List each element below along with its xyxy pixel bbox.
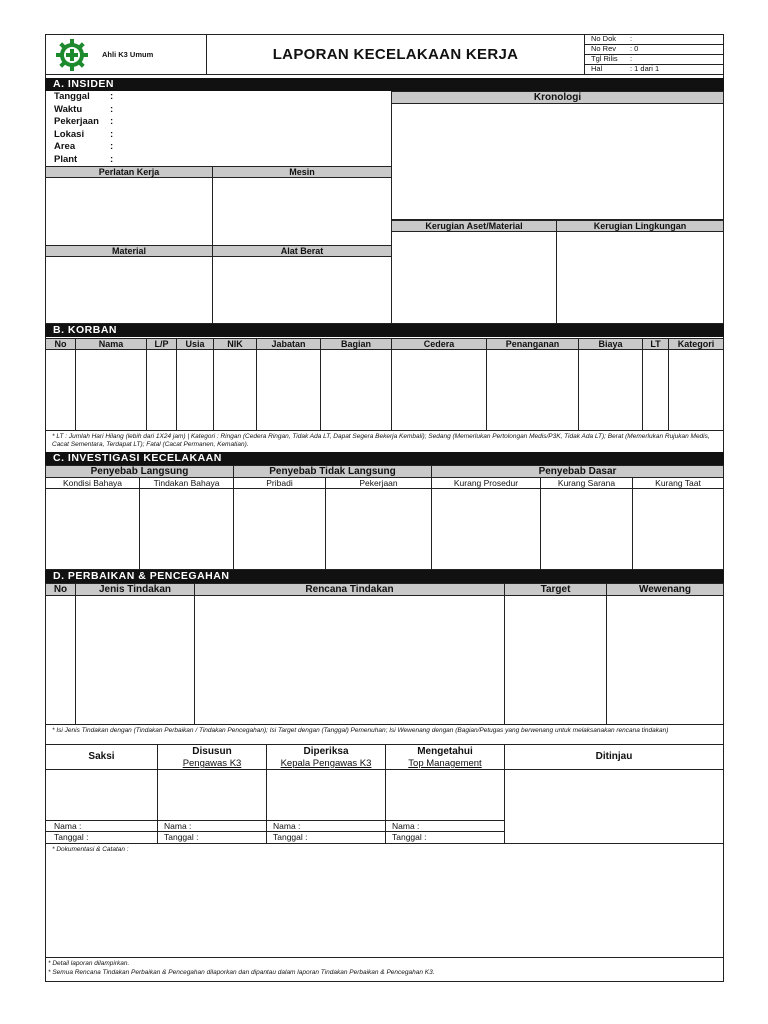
sub-tindakan-bahaya: Tindakan Bahaya	[139, 477, 234, 489]
col-rencana-tindakan: Rencana Tindakan	[194, 583, 505, 596]
alat-berat-header: Alat Berat	[212, 245, 392, 257]
signature-box[interactable]	[385, 769, 505, 821]
col-usia: Usia	[176, 338, 214, 350]
col-penanganan: Penanganan	[486, 338, 579, 350]
signature-box[interactable]	[157, 769, 267, 821]
ditinjau-box[interactable]	[504, 769, 724, 844]
investigasi-cell[interactable]	[233, 488, 326, 570]
doc-meta	[584, 34, 724, 75]
korban-cell[interactable]	[75, 349, 147, 431]
korban-cell[interactable]	[213, 349, 257, 431]
nama-field[interactable]: Nama :	[266, 820, 386, 832]
col-wewenang: Wewenang	[606, 583, 724, 596]
tanggal-field[interactable]: Tanggal :	[157, 831, 267, 844]
kerugian-aset-header: Kerugian Aset/Material	[391, 220, 557, 232]
korban-cell[interactable]	[45, 349, 76, 431]
korban-cell[interactable]	[668, 349, 724, 431]
col-nama: Nama	[75, 338, 147, 350]
k3-logo-icon	[55, 38, 89, 72]
perlatan-box[interactable]	[45, 177, 213, 246]
korban-cell[interactable]	[176, 349, 214, 431]
tanggal-field[interactable]: Tanggal :	[385, 831, 505, 844]
col-kategori: Kategori	[668, 338, 724, 350]
tindakan-cell[interactable]	[606, 595, 724, 725]
logo-box	[45, 34, 207, 75]
kerugian-lingkungan-header: Kerugian Lingkungan	[556, 220, 724, 232]
sub-pekerjaan: Pekerjaan	[325, 477, 432, 489]
investigasi-cell[interactable]	[540, 488, 633, 570]
col-jenis-tindakan: Jenis Tindakan	[75, 583, 195, 596]
dokumentasi-label: * Dokumentasi & Catatan :	[52, 846, 129, 853]
tindakan-note: * Isi Jenis Tindakan dengan (Tindakan Perbaikan / Tindakan Pencegahan); Isi Target dengan (Tanggal) Pemenuhan; Isi Wewenang dengan (Bagian/Petugas yang berwenang untuk melaksanakan rencana tindakan)	[52, 727, 669, 734]
korban-cell[interactable]	[391, 349, 487, 431]
meta-row: No Rev : 0	[585, 45, 723, 55]
material-header: Material	[45, 245, 213, 257]
col-jabatan: Jabatan	[256, 338, 321, 350]
alat-berat-box[interactable]	[212, 256, 392, 324]
korban-cell[interactable]	[320, 349, 392, 431]
investigasi-cell[interactable]	[431, 488, 541, 570]
korban-cell[interactable]	[256, 349, 321, 431]
col-nik: NIK	[213, 338, 257, 350]
signature-box[interactable]	[266, 769, 386, 821]
meta-row: Hal : 1 dari 1	[591, 64, 660, 73]
investigasi-cell[interactable]	[325, 488, 432, 570]
col-lt: LT	[642, 338, 669, 350]
col-target: Target	[504, 583, 607, 596]
disusun-head: Disusun Pengawas K3	[157, 744, 267, 770]
meta-row: Tgl Rilis :	[585, 55, 723, 65]
perlatan-header: Perlatan Kerja	[45, 166, 213, 178]
sub-kondisi-bahaya: Kondisi Bahaya	[45, 477, 140, 489]
korban-cell[interactable]	[146, 349, 177, 431]
ditinjau-head: Ditinjau	[504, 744, 724, 770]
section-b-bar: B. KORBAN	[45, 324, 724, 337]
material-box[interactable]	[45, 256, 213, 324]
kronologi-box[interactable]	[391, 103, 724, 220]
mesin-box[interactable]	[212, 177, 392, 246]
col-bagian: Bagian	[320, 338, 392, 350]
insiden-fields: Tanggal : Waktu : Pekerjaan : Lokasi : Area : Plant :	[54, 91, 114, 165]
page-title: LAPORAN KECELAKAAN KERJA	[272, 46, 519, 63]
korban-cell[interactable]	[578, 349, 643, 431]
title-box	[206, 34, 585, 75]
sub-kurang-prosedur: Kurang Prosedur	[431, 477, 541, 489]
tindakan-cell[interactable]	[194, 595, 505, 725]
tindakan-cell[interactable]	[45, 595, 76, 725]
sub-kurang-taat: Kurang Taat	[632, 477, 724, 489]
meta-row: No Dok :	[585, 35, 723, 45]
korban-cell[interactable]	[642, 349, 669, 431]
sub-pribadi: Pribadi	[233, 477, 326, 489]
investigasi-cell[interactable]	[139, 488, 234, 570]
penyebab-langsung-header: Penyebab Langsung	[45, 465, 234, 478]
kronologi-header: Kronologi	[391, 91, 724, 104]
investigasi-cell[interactable]	[45, 488, 140, 570]
org-name: Ahli K3 Umum	[102, 50, 154, 59]
section-c-bar: C. INVESTIGASI KECELAKAAN	[45, 452, 724, 465]
penyebab-tidak-langsung-header: Penyebab Tidak Langsung	[233, 465, 432, 478]
tanggal-field[interactable]: Tanggal :	[266, 831, 386, 844]
tanggal-field[interactable]: Tanggal :	[45, 831, 158, 844]
investigasi-cell[interactable]	[632, 488, 724, 570]
nama-field[interactable]: Nama :	[45, 820, 158, 832]
mengetahui-head: Mengetahui Top Management	[385, 744, 505, 770]
dokumentasi-area[interactable]	[46, 856, 723, 956]
footer-divider	[45, 957, 724, 958]
kerugian-lingkungan-box[interactable]	[556, 231, 724, 324]
sub-kurang-sarana: Kurang Sarana	[540, 477, 633, 489]
penyebab-dasar-header: Penyebab Dasar	[431, 465, 724, 478]
section-d-bar: D. PERBAIKAN & PENCEGAHAN	[45, 570, 724, 583]
footer-note-1: * Detail laporan dilampirkan.	[48, 960, 130, 967]
signature-box[interactable]	[45, 769, 158, 821]
col-cedera: Cedera	[391, 338, 487, 350]
korban-note: * LT : Jumlah Hari Hilang (lebih dari 1X24 jam) | Kategori : Ringan (Cedera Ringan, Tidak Ada LT, Dapat Segera Bekerja Kembali); Sedang (Memerlukan Pertolongan Medis/P3K, Tidak Ada LT); Berat (Memerlukan Rujukan Medis, Cacat Sementara, Terdapat LT); Fatal (Cacat Permanen, Kematian).	[52, 433, 710, 448]
kerugian-aset-box[interactable]	[391, 231, 557, 324]
nama-field[interactable]: Nama :	[157, 820, 267, 832]
saksi-head: Saksi	[45, 744, 158, 770]
nama-field[interactable]: Nama :	[385, 820, 505, 832]
korban-cell[interactable]	[486, 349, 579, 431]
diperiksa-head: Diperiksa Kepala Pengawas K3	[266, 744, 386, 770]
tindakan-cell[interactable]	[75, 595, 195, 725]
col-d-no: No	[45, 583, 76, 596]
footer-note-2: * Semua Rencana Tindakan Perbaikan & Pencegahan dilaporkan dan dipantau dalam laporan Tindakan Perbaikan & Pencegahan K3.	[48, 969, 435, 976]
section-a-bar: A. INSIDEN	[45, 78, 724, 91]
col-biaya: Biaya	[578, 338, 643, 350]
tindakan-cell[interactable]	[504, 595, 607, 725]
col-no: No	[45, 338, 76, 350]
mesin-header: Mesin	[212, 166, 392, 178]
col-lp: L/P	[146, 338, 177, 350]
